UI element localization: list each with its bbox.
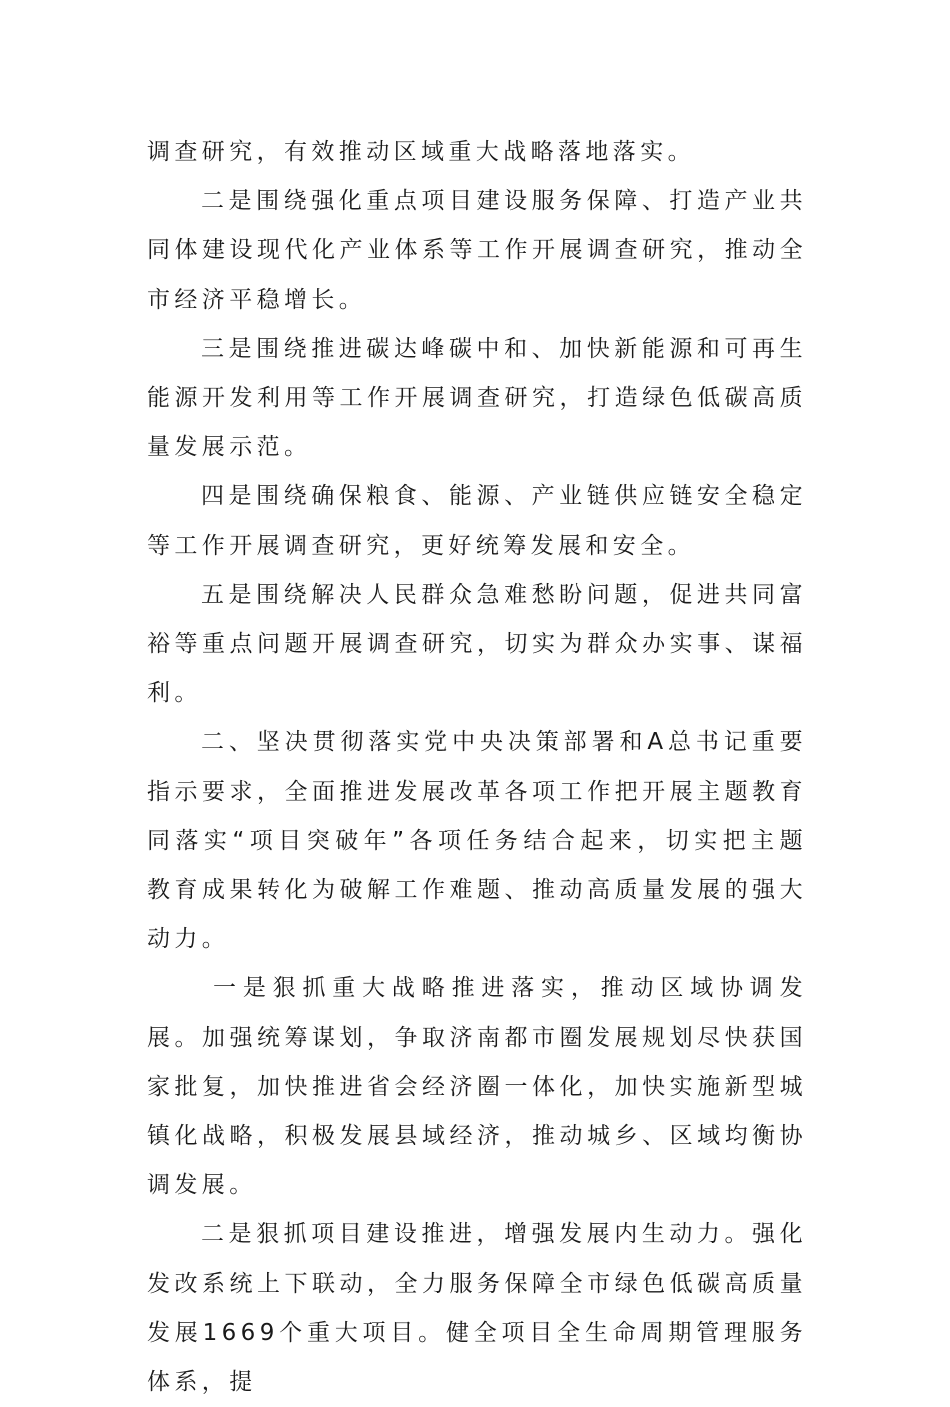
paragraph-3: 三是围绕推进碳达峰碳中和、加快新能源和可再生能源开发利用等工作开展调查研究，打造绿色低碳高质量发展示范。 [147,335,807,461]
paragraph-6: 二、坚决贯彻落实党中央决策部署和A总书记重要指示要求，全面推进发展改革各项工作把开展主题教育同落实“项目突破年”各项任务结合起来，切实把主题教育成果转化为破解工作难题、推动高质量发展的强大动力。 [147,729,807,953]
paragraph-4: 四是围绕确保粮食、能源、产业链供应链安全稳定等工作开展调查研究，更好统筹发展和安全。 [147,483,807,559]
paragraph-2: 二是围绕强化重点项目建设服务保障、打造产业共同体建设现代化产业体系等工作开展调查研究，推动全市经济平稳增长。 [147,188,807,313]
paragraph-7: 一是狠抓重大战略推进落实，推动区域协调发展。加强统筹谋划，争取济南都市圈发展规划尽快获国家批复，加快推进省会经济圈一体化，加快实施新型城镇化战略，积极发展县域经济，推动城乡、区域均衡协调发展。 [147,975,807,1199]
paragraph-1: 调查研究，有效推动区域重大战略落地落实。 [147,139,695,165]
document-body [147,128,807,1407]
paragraph-5: 五是围绕解决人民群众急难愁盼问题，促进共同富裕等重点问题开展调查研究，切实为群众办实事、谋福利。 [147,581,807,707]
paragraph-8: 二是狠抓项目建设推进，增强发展内生动力。强化发改系统上下联动，全力服务保障全市绿色低碳高质量发展1669个重大项目。健全项目全生命周期管理服务体系，提 [147,1221,807,1396]
